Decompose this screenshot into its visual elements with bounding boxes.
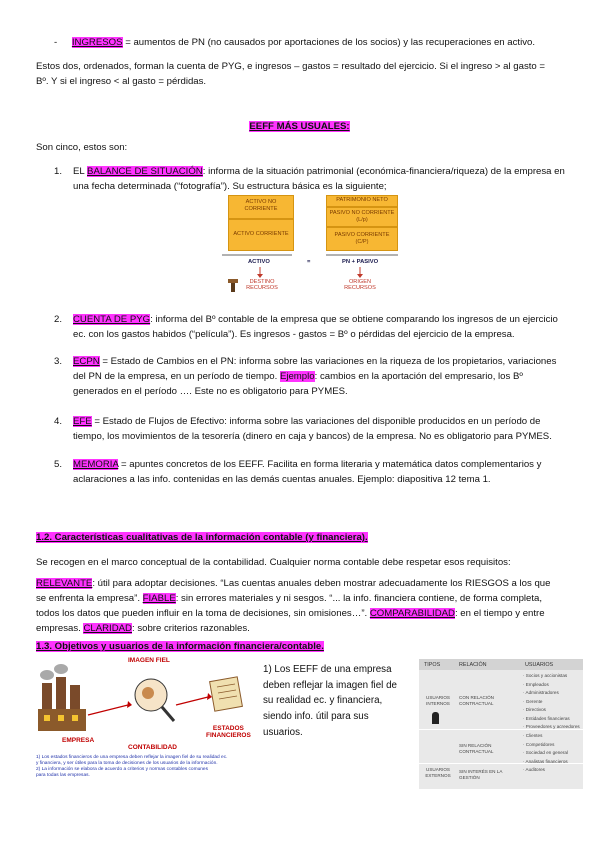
label-imagen-fiel: IMAGEN FIEL — [128, 657, 170, 664]
box-activo-corriente: ACTIVO CORRIENTE — [228, 219, 294, 251]
claridad-term: CLARIDAD — [83, 622, 132, 634]
item-2-number: 2. — [54, 314, 63, 325]
fiable-term: FIABLE — [142, 592, 176, 604]
efe-term: EFE — [73, 416, 92, 427]
balance-diagram — [222, 195, 398, 301]
s12-line2b: : sin errores materiales y ni sesgos. “... la info. financiera contiene, de forma completa, — [175, 592, 543, 604]
table-header: TIPOS RELACIÓN USUARIOS — [419, 659, 583, 670]
s12-line3a: todos los datos que pueden influir en la toma de decisiones, sin omisiones…”. — [36, 607, 370, 619]
eeff-heading: EEFF MÁS USUALES: — [249, 121, 350, 132]
item-5-line1: = apuntes concretos de los EEFF. Facilita en forma literaria y matemática datos complementarios y — [118, 459, 542, 470]
paragraph-pyg-line1: Estos dos, ordenados, forman la cuenta de PYG, e ingresos – gastos = resultado del ejercicio. Si el ingreso > al gasto = — [36, 61, 546, 72]
sin-relacion-contractual: SIN RELACIÓN CONTRACTUAL — [459, 743, 494, 754]
paragraph-pyg-line2: Bº. Y si el ingreso < al gasto = pérdidas. — [36, 76, 207, 87]
s12-line2a: se enfrenta la empresa”. — [36, 592, 143, 604]
label-origen-recursos: ORIGEN RECURSOS — [344, 279, 376, 292]
item-4 — [73, 415, 565, 445]
section-1-3-heading: 1.3. Objetivos y usuarios de la información financiera/contable. — [36, 641, 324, 652]
label-estados-financieros: ESTADOS FINANCIEROS — [206, 725, 251, 740]
ingresos-text: = aumentos de PN (no causados por aportaciones de los socios) y las recuperaciones en activo. — [122, 37, 536, 48]
diagram-footnote: 1) Los estados financieros de una empresa deben reflejar la imagen fiel de su realidad ec. y financiera, y ser útiles para la toma de decisiones de los usuarios de la información. 2) La información se elabora de acuerdo a criterios y normas contables comunes para todas las empresas. — [36, 755, 228, 778]
s12-line3b: : en el tiempo y entre — [454, 607, 545, 619]
item-2-line1: : informa del Bº contable de la empresa que se obtiene comparando los ingresos de un ejercicio — [150, 314, 558, 325]
item-3-line2a: del PN de la empresa, en un período de tiempo. — [73, 370, 280, 382]
pyg-term: CUENTA DE PYG — [73, 314, 151, 325]
item-1-number: 1. — [54, 166, 63, 177]
s12-line4a: empresas. — [36, 622, 84, 634]
item-2-line2: ec. con los gastos habidos (“película”). Es ingresos - gastos = Bº o pérdidas del ejercicio de la empresa. — [73, 328, 515, 340]
box-pasivo-no-corriente: PASIVO NO CORRIENTE (L/p) — [326, 207, 398, 227]
imagen-fiel-diagram — [36, 655, 258, 785]
item-1 — [73, 165, 565, 195]
memoria-term: MEMORIA — [73, 459, 119, 470]
tipo-internos: USUARIOS INTERNOS — [426, 695, 450, 706]
person-icon — [432, 712, 439, 724]
section-1-2-intro: Se recogen en el marco conceptual de la contabilidad. Cualquier norma contable debe respetar esos requisitos: — [36, 557, 511, 568]
item-5-number: 5. — [54, 459, 63, 470]
sin-interes-gestion: SIN INTERÉS EN LA GESTIÓN — [459, 769, 503, 780]
s12-line1: : útil para adoptar decisiones. “Las cuentas anuales deben mostrar adecuadamente los RIESGOS a los que — [92, 578, 551, 589]
s12-line4b: : sobre criterios razonables. — [131, 622, 250, 634]
box-pasivo-corriente: PASIVO CORRIENTE (C/P) — [326, 227, 398, 251]
ingresos-term: INGRESOS — [71, 37, 123, 48]
balance-term: BALANCE DE SITUACIÓN — [87, 166, 203, 177]
item-3-line2b: : cambios en la aportación del empresario, los Bº — [314, 370, 523, 382]
item-1-line1: : informa de la situación patrimonial (económica-financiera/riqueza) de la empresa en — [202, 166, 565, 177]
usuarios-table — [419, 659, 583, 789]
relacion-contractual: CON RELACIÓN CONTRACTUAL — [459, 695, 494, 706]
item-5-line2: aclaraciones a las info. contenidas en las demás cuentas anuales. Ejemplo: diapositiva 12 tema 1. — [73, 473, 491, 485]
eeff-intro: Son cinco, estos son: — [36, 142, 128, 153]
item-4-line2: tiempo, los movimientos de la tesorería (dinero en caja y bancos) de la empresa. No es obligatorio para PYMES. — [73, 430, 552, 442]
item-4-number: 4. — [54, 416, 63, 427]
item-1-line2: una fecha determinada (“fotografía”). Su estructura básica es la siguiente; — [73, 180, 387, 192]
tipo-externos: USUARIOS EXTERNOS — [425, 767, 451, 778]
bullet-ingresos — [54, 36, 574, 51]
label-activo: ACTIVO — [248, 259, 270, 265]
label-equals: = — [307, 259, 311, 265]
section-1-3-text: 1) Los EEFF de una empresa deben reflejar la imagen fiel de su realidad ec. y financiera, siendo info. útil para sus usuarios. — [263, 664, 397, 738]
box-activo-no-corriente: ACTIVO NO CORRIENTE — [228, 195, 294, 219]
item-1-pre: EL — [73, 166, 88, 177]
bullet-dash: - — [54, 37, 58, 48]
item-2 — [73, 313, 565, 343]
ecpn-term: ECPN — [73, 356, 100, 367]
label-pn-pasivo: PN + PASIVO — [342, 259, 379, 265]
comparabilidad-term: COMPARABILIDAD — [369, 607, 455, 619]
item-5 — [73, 458, 565, 488]
label-contabilidad: CONTABILIDAD — [128, 744, 177, 751]
usuarios-list: · Socios y accionistas · Empleados · Administradores · Gerente · Directivos · Entidades financieras · Proveedores y acreedores · Clientes · Competidores · Sociedad en general · Analistas financieros · Auditores — [523, 673, 580, 773]
relevante-term: RELEVANTE — [36, 578, 93, 589]
label-empresa: EMPRESA — [62, 737, 95, 744]
label-destino-recursos: DESTINO RECURSOS — [246, 279, 278, 292]
box-patrimonio-neto: PATRIMONIO NETO — [326, 195, 398, 207]
ejemplo-term: Ejemplo — [279, 370, 315, 382]
item-3 — [73, 355, 565, 400]
item-4-line1: = Estado de Flujos de Efectivo: informa sobre las variaciones del disponible producidos en un período de — [91, 416, 541, 427]
item-3-line1: = Estado de Cambios en el PN: informa sobre las variaciones en la riqueza de los propietarios, variaciones — [99, 356, 557, 367]
section-1-2-heading: 1.2. Características cualitativas de la información contable (y financiera). — [36, 532, 368, 543]
item-3-line3: generados en el período …. Este no es obligatorio para PYMES. — [73, 385, 348, 397]
item-3-number: 3. — [54, 356, 63, 367]
section-1-2-body — [36, 577, 576, 636]
